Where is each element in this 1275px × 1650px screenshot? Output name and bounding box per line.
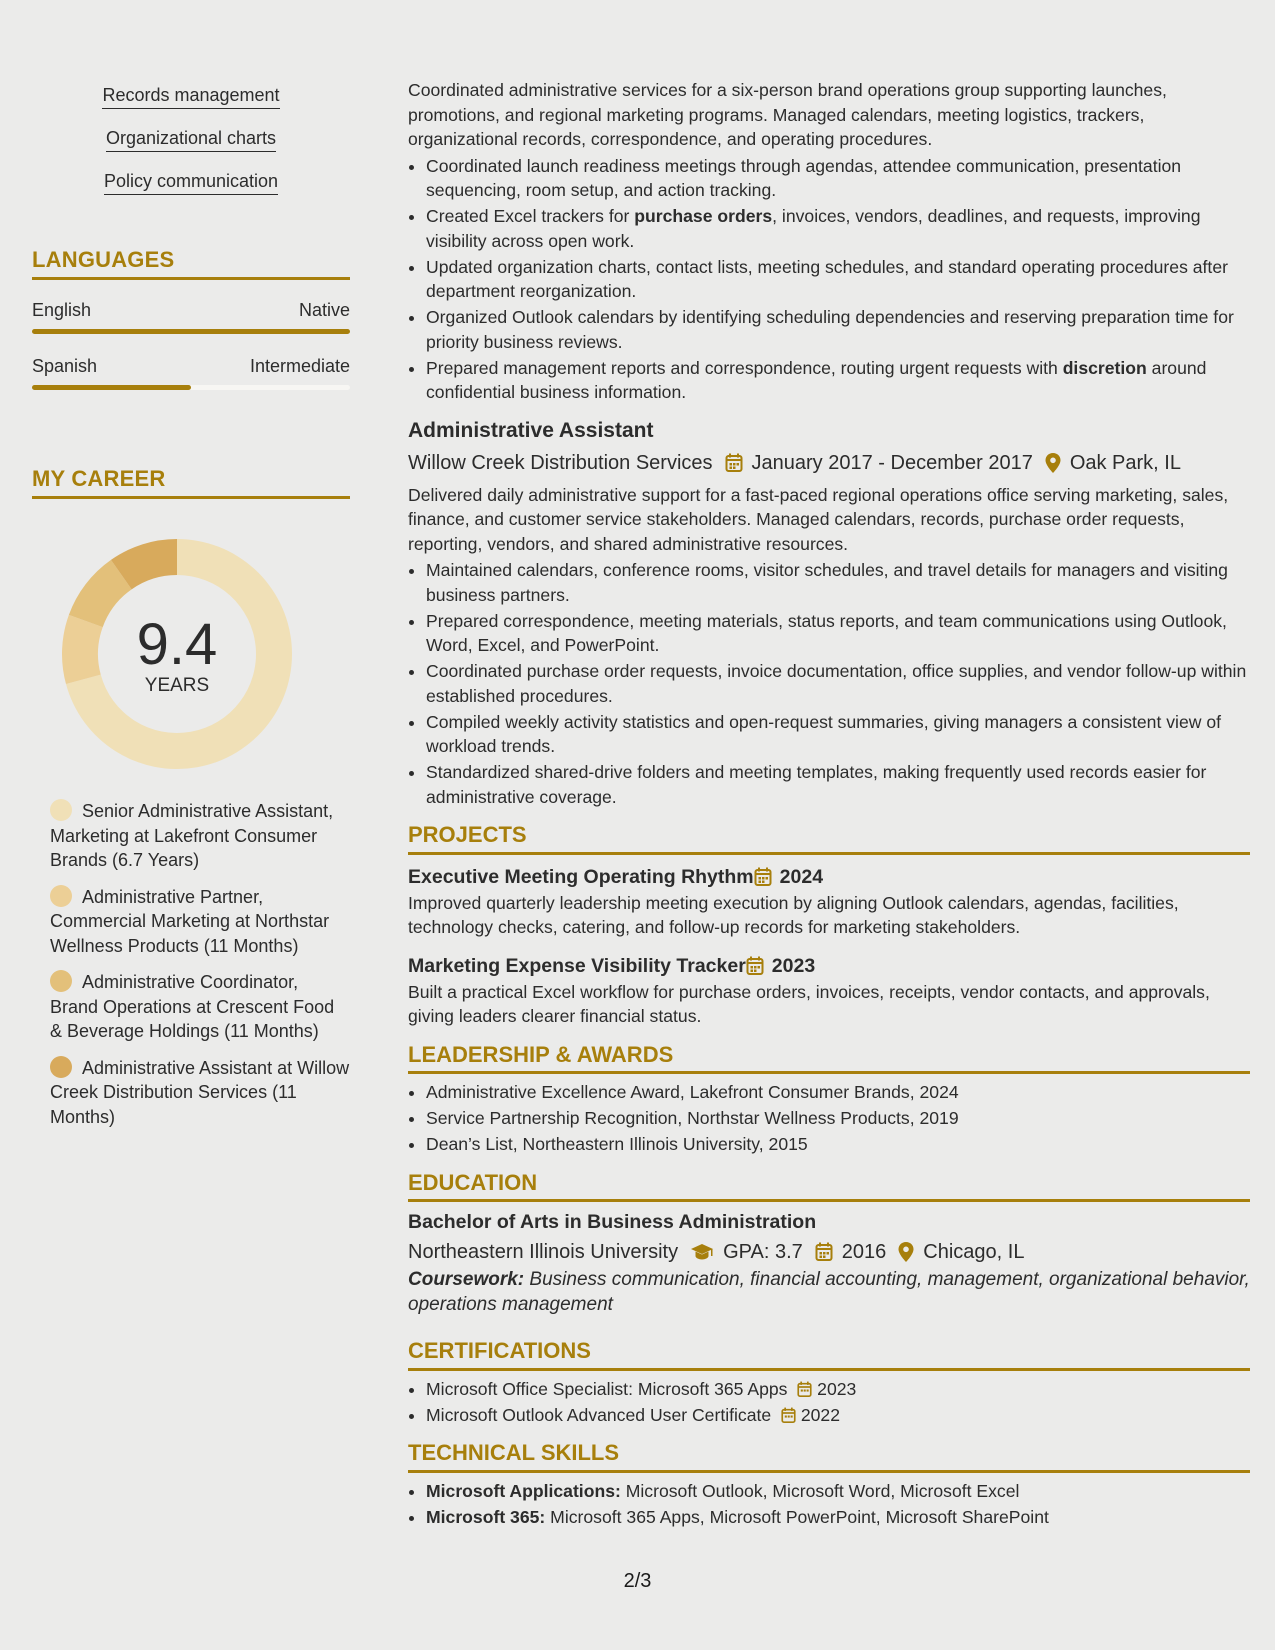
language-bar-fill: [32, 329, 350, 334]
job-bullets: [426, 558, 1250, 809]
technical-skill-item: [426, 1479, 1250, 1504]
career-legend-label: Senior Administrative Assistant, Marketing at Lakefront Consumer Brands (6.7 Years): [50, 801, 334, 870]
career-heading: MY CAREER: [32, 466, 350, 499]
job-company: Willow Creek Distribution Services: [408, 451, 713, 474]
language-bar-fill: [32, 385, 191, 390]
main-content: [408, 78, 1250, 1531]
project-title-row: [408, 863, 1250, 891]
skill-tag: Records management: [102, 84, 279, 109]
coursework: [408, 1268, 1250, 1317]
career-legend-item: [50, 885, 350, 959]
gpa: GPA: 3.7: [723, 1241, 803, 1263]
experience-bullets: [426, 154, 1250, 405]
calendar-icon: [725, 453, 743, 473]
project-name: Marketing Expense Visibility Tracker: [408, 954, 746, 977]
experience-summary: Coordinated administrative services for a six-person brand operations group supporting launches, promotions, and regional marketing programs. Managed calendars, meeting logistics, trackers, organizational records, correspondence, and operating procedures.: [408, 80, 1167, 149]
career-legend-item: [50, 970, 350, 1044]
language-name: English: [32, 300, 92, 320]
legend-dot-icon: [50, 970, 72, 992]
technical-skills-list: [426, 1479, 1250, 1530]
skill-values: Microsoft Outlook, Microsoft Word, Microsoft Excel: [625, 1480, 1020, 1501]
certification-name: Microsoft Outlook Advanced User Certificate: [426, 1404, 772, 1425]
career-legend-item: [50, 799, 350, 873]
career-legend-label: Administrative Coordinator, Brand Operations at Crescent Food & Beverage Holdings (11 Months): [50, 972, 335, 1041]
certifications-heading: CERTIFICATIONS: [408, 1339, 1250, 1371]
project-title-row: [408, 952, 1250, 980]
certification-year: 2022: [800, 1404, 840, 1425]
skill-values: Microsoft 365 Apps, Microsoft PowerPoint, Microsoft SharePoint: [550, 1506, 1049, 1527]
experience-bullet: • Organized Outlook calendars by identifying scheduling dependencies and reserving preparation time for priority business reviews.: [426, 305, 1250, 354]
language-level: Intermediate: [249, 356, 350, 376]
job-location: Oak Park, IL: [1069, 451, 1181, 474]
language-item: [32, 300, 350, 334]
project-year: 2024: [779, 865, 824, 888]
language-name: Spanish: [32, 356, 98, 376]
calendar-icon: [746, 956, 764, 976]
language-level: Native: [298, 300, 350, 320]
experience-bullet: • Updated organization charts, contact lists, meeting schedules, and standard operating procedures after department reorganization.: [426, 255, 1250, 304]
calendar-icon: [781, 1407, 796, 1424]
education-heading: EDUCATION: [408, 1171, 1250, 1203]
experience-bullet: • Prepared management reports and correspondence, routing urgent requests with discretion around confidential business information.: [426, 356, 1250, 405]
career-legend-label: Administrative Partner, Commercial Marketing at Northstar Wellness Products (11 Months): [50, 886, 330, 956]
graduation-year: 2016: [841, 1241, 887, 1263]
job-title: Administrative Assistant: [408, 418, 654, 442]
calendar-icon: [754, 867, 772, 887]
job-bullet: • Prepared correspondence, meeting materials, status reports, and team communications using Outlook, Word, Excel, and PowerPoint.: [426, 609, 1250, 658]
sidebar: [32, 84, 350, 1141]
award-item: • Administrative Excellence Award, Lakefront Consumer Brands, 2024: [426, 1080, 1250, 1105]
school-location: Chicago, IL: [923, 1241, 1025, 1263]
language-bar: [32, 385, 350, 390]
certification-item: [426, 1403, 1250, 1428]
skill-category: Microsoft 365:: [426, 1506, 546, 1527]
skill-tag: Policy communication: [104, 170, 278, 195]
award-item: • Dean’s List, Northeastern Illinois University, 2015: [426, 1132, 1250, 1157]
calendar-icon: [797, 1381, 812, 1398]
awards-list: [426, 1080, 1250, 1157]
project-year: 2023: [771, 954, 816, 977]
coursework-label: Coursework:: [408, 1269, 525, 1290]
career-legend-item: [50, 1056, 350, 1130]
skill-tag: Organizational charts: [106, 127, 276, 152]
career-legend: [32, 799, 350, 1129]
projects-heading: PROJECTS: [408, 823, 1250, 855]
awards-heading: LEADERSHIP & AWARDS: [408, 1043, 1250, 1075]
calendar-icon: [815, 1242, 833, 1262]
career-donut-chart: [62, 539, 292, 769]
job-dates: January 2017 - December 2017: [751, 451, 1033, 474]
coursework-text: Business communication, financial accounting, management, organizational behavior, operations management: [408, 1269, 1250, 1315]
job-bullet: • Maintained calendars, conference rooms, visitor schedules, and travel details for managers and visiting business partners.: [426, 558, 1250, 607]
technical-skills-heading: TECHNICAL SKILLS: [408, 1441, 1250, 1473]
page-number: 2/3: [623, 1570, 652, 1592]
project-description: Built a practical Excel workflow for purchase orders, invoices, receipts, vendor contacts, and approvals, giving leaders clearer financial status.: [408, 981, 1210, 1026]
language-item: [32, 356, 350, 390]
technical-skill-item: [426, 1505, 1250, 1530]
certification-name: Microsoft Office Specialist: Microsoft 365 Apps: [426, 1378, 788, 1399]
location-pin-icon: [1045, 453, 1061, 473]
project-description: Improved quarterly leadership meeting execution by aligning Outlook calendars, agendas, facilities, technology checks, catering, and follow-up records for marketing stakeholders.: [408, 892, 1179, 937]
certification-item: [426, 1377, 1250, 1402]
experience-bullet: • Coordinated launch readiness meetings through agendas, attendee communication, presentation sequencing, room setup, and action tracking.: [426, 154, 1250, 203]
legend-dot-icon: [50, 885, 72, 907]
award-item: • Service Partnership Recognition, Northstar Wellness Products, 2019: [426, 1106, 1250, 1131]
degree-title: Bachelor of Arts in Business Administration: [408, 1211, 817, 1233]
school-name: Northeastern Illinois University: [408, 1241, 679, 1263]
job-summary: Delivered daily administrative support for a fast-paced regional operations office serving marketing, sales, finance, and customer service stakeholders. Managed calendars, records, purchase order requests, reporting, vendors, and shared administrative resources.: [408, 484, 1229, 554]
career-legend-label: Administrative Assistant at Willow Creek Distribution Services (11 Months): [50, 1057, 350, 1127]
job-bullet: • Coordinated purchase order requests, invoice documentation, office supplies, and vendor follow-up within established procedures.: [426, 659, 1250, 708]
career-total-years: 9.4: [136, 612, 218, 677]
job-bullet: • Compiled weekly activity statistics and open-request summaries, giving managers a consistent view of workload trends.: [426, 710, 1250, 759]
legend-dot-icon: [50, 1056, 72, 1078]
job-bullet: • Standardized shared-drive folders and meeting templates, making frequently used records easier for administrative coverage.: [426, 760, 1250, 809]
experience-bullet: • Created Excel trackers for purchase orders, invoices, vendors, deadlines, and requests, improving visibility across open work.: [426, 204, 1250, 253]
legend-dot-icon: [50, 799, 72, 821]
career-total-unit: YEARS: [144, 675, 210, 696]
certifications-list: [426, 1377, 1250, 1428]
job-meta: [408, 449, 1250, 477]
graduation-cap-icon: [690, 1243, 714, 1261]
skill-category: Microsoft Applications:: [426, 1480, 621, 1501]
certification-year: 2023: [817, 1378, 857, 1399]
languages-heading: LANGUAGES: [32, 247, 350, 280]
project-name: Executive Meeting Operating Rhythm: [408, 865, 754, 888]
location-pin-icon: [898, 1242, 914, 1262]
language-bar: [32, 329, 350, 334]
skill-tags: [32, 84, 350, 213]
education-meta: [408, 1238, 1250, 1266]
